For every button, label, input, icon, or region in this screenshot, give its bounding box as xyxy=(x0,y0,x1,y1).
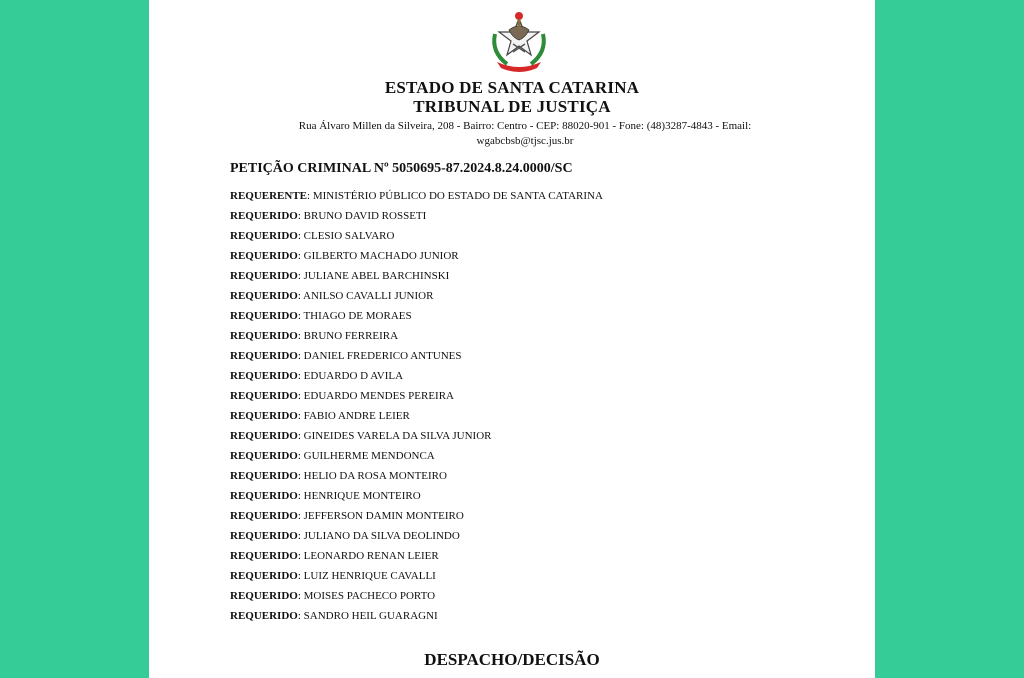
party-name: JULIANO DA SILVA DEOLINDO xyxy=(303,530,460,542)
party-separator: : xyxy=(297,370,304,382)
party-name: FABIO ANDRE LEIER xyxy=(303,410,410,422)
parties-list xyxy=(230,186,603,626)
party-role: REQUERIDO xyxy=(230,350,298,362)
party-role: REQUERIDO xyxy=(230,590,298,602)
party-name: DANIEL FREDERICO ANTUNES xyxy=(303,350,462,362)
party-row xyxy=(230,366,603,386)
party-name: MINISTÉRIO PÚBLICO DO ESTADO DE SANTA CATARINA xyxy=(312,190,603,202)
party-separator: : xyxy=(297,450,304,462)
party-separator: : xyxy=(297,530,304,542)
party-row xyxy=(230,586,603,606)
party-name: HELIO DA ROSA MONTEIRO xyxy=(303,470,447,482)
party-separator: : xyxy=(297,510,304,522)
party-role: REQUERIDO xyxy=(230,370,298,382)
party-separator: : xyxy=(297,610,304,622)
party-name: JEFFERSON DAMIN MONTEIRO xyxy=(303,510,464,522)
party-role: REQUERIDO xyxy=(230,490,298,502)
party-role: REQUERIDO xyxy=(230,470,298,482)
party-role: REQUERIDO xyxy=(230,390,298,402)
party-role: REQUERIDO xyxy=(230,270,298,282)
party-role: REQUERIDO xyxy=(230,450,298,462)
party-role: REQUERIDO xyxy=(230,410,298,422)
party-row xyxy=(230,186,603,206)
party-separator: : xyxy=(297,410,304,422)
party-separator: : xyxy=(297,330,304,342)
party-role: REQUERENTE xyxy=(230,190,308,202)
party-separator: : xyxy=(297,550,304,562)
party-role: REQUERIDO xyxy=(230,290,298,302)
party-separator: : xyxy=(297,590,304,602)
state-title: ESTADO DE SANTA CATARINA xyxy=(384,78,640,97)
document-page xyxy=(149,0,875,678)
party-name: EDUARDO D AVILA xyxy=(303,370,404,382)
party-role: REQUERIDO xyxy=(230,430,298,442)
party-row xyxy=(230,266,603,286)
party-row xyxy=(230,606,603,626)
party-role: REQUERIDO xyxy=(230,250,298,262)
party-row xyxy=(230,546,603,566)
party-role: REQUERIDO xyxy=(230,570,298,582)
party-name: LUIZ HENRIQUE CAVALLI xyxy=(303,570,436,582)
party-row xyxy=(230,326,603,346)
section-title: DESPACHO/DECISÃO xyxy=(424,650,600,669)
party-role: REQUERIDO xyxy=(230,330,298,342)
party-row xyxy=(230,566,603,586)
party-separator: : xyxy=(297,310,304,322)
coat-of-arms-icon xyxy=(487,4,551,76)
party-row xyxy=(230,406,603,426)
party-name: LEONARDO RENAN LEIER xyxy=(303,550,439,562)
party-separator: : xyxy=(297,430,304,442)
party-row xyxy=(230,386,603,406)
party-row xyxy=(230,286,603,306)
party-name: BRUNO FERREIRA xyxy=(303,330,399,342)
party-name: JULIANE ABEL BARCHINSKI xyxy=(303,270,450,282)
party-role: REQUERIDO xyxy=(230,610,298,622)
party-row xyxy=(230,226,603,246)
party-separator: : xyxy=(297,270,304,282)
party-name: GUILHERME MENDONCA xyxy=(303,450,435,462)
party-role: REQUERIDO xyxy=(230,310,298,322)
party-row xyxy=(230,466,603,486)
party-name: ANILSO CAVALLI JUNIOR xyxy=(303,290,434,302)
party-role: REQUERIDO xyxy=(230,530,298,542)
party-row xyxy=(230,486,603,506)
party-name: SANDRO HEIL GUARAGNI xyxy=(303,610,438,622)
party-row xyxy=(230,506,603,526)
party-separator: : xyxy=(297,290,304,302)
party-name: HENRIQUE MONTEIRO xyxy=(303,490,421,502)
party-separator: : xyxy=(297,250,304,262)
party-separator: : xyxy=(297,570,304,582)
party-name: GILBERTO MACHADO JUNIOR xyxy=(303,250,459,262)
party-name: THIAGO DE MORAES xyxy=(303,310,412,322)
party-row xyxy=(230,426,603,446)
party-row xyxy=(230,206,603,226)
court-title: TRIBUNAL DE JUSTIÇA xyxy=(413,97,611,116)
party-row xyxy=(230,246,603,266)
party-separator: : xyxy=(297,210,304,222)
party-name: EDUARDO MENDES PEREIRA xyxy=(303,390,454,402)
party-row xyxy=(230,346,603,366)
party-separator: : xyxy=(297,230,304,242)
party-row xyxy=(230,446,603,466)
party-name: GINEIDES VARELA DA SILVA JUNIOR xyxy=(303,430,492,442)
party-separator: : xyxy=(297,470,304,482)
party-row xyxy=(230,526,603,546)
party-role: REQUERIDO xyxy=(230,550,298,562)
party-name: BRUNO DAVID ROSSETI xyxy=(303,210,427,222)
party-role: REQUERIDO xyxy=(230,510,298,522)
party-name: CLESIO SALVARO xyxy=(303,230,395,242)
party-name: MOISES PACHECO PORTO xyxy=(303,590,436,602)
party-separator: : xyxy=(297,490,304,502)
court-address: Rua Álvaro Millen da Silveira, 208 - Bairro: Centro - CEP: 88020-901 - Fone: (48)3287-4843 - Email: wgabcbsb@tjsc.jus.br xyxy=(298,120,752,147)
party-role: REQUERIDO xyxy=(230,230,298,242)
party-separator: : xyxy=(307,190,313,202)
party-separator: : xyxy=(297,350,304,362)
party-row xyxy=(230,306,603,326)
party-role: REQUERIDO xyxy=(230,210,298,222)
party-separator: : xyxy=(297,390,304,402)
process-title: PETIÇÃO CRIMINAL Nº 5050695-87.2024.8.24.0000/SC xyxy=(230,161,573,176)
